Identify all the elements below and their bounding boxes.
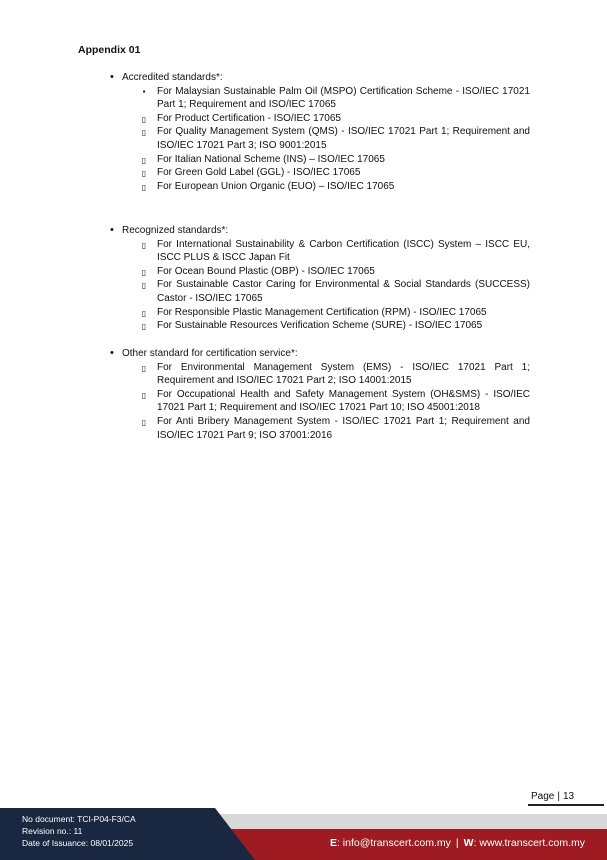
missing-glyph-icon: ▯: [141, 155, 147, 165]
footer-grey-band: [212, 814, 607, 829]
section-recognized: [110, 224, 530, 333]
email-label: E: [329, 837, 337, 849]
missing-glyph-icon: ▯: [141, 114, 147, 124]
page-separator: |: [557, 791, 560, 802]
section-title: • Accredited standards*:: [110, 71, 530, 85]
document-number: No document: TCI-P04-F3/CA: [22, 814, 136, 824]
contact-separator: |: [455, 837, 459, 849]
list-item: [110, 166, 530, 180]
list-item: [110, 180, 530, 194]
list-item: [110, 306, 530, 320]
list-item-text: For Malaysian Sustainable Palm Oil (MSPO) Certification Scheme - ISO/IEC 17021 Part 1; Requirement and ISO/IEC 17065: [157, 85, 530, 111]
web-link[interactable]: : www.transcert.com.my: [473, 837, 585, 849]
page-number-value: 13: [562, 791, 575, 802]
list-item-text: For Quality Management System (QMS) - ISO/IEC 17021 Part 1; Requirement and ISO/IEC 17021 Part 3; ISO 9001:2015: [157, 126, 530, 151]
list-item-text: For Ocean Bound Plastic (OBP) - ISO/IEC 17065: [157, 265, 375, 277]
email-link[interactable]: : info@transcert.com.my: [336, 837, 451, 849]
list-item: [110, 265, 530, 279]
list-item: [110, 85, 530, 112]
missing-glyph-icon: ▯: [141, 240, 147, 250]
list-item: [110, 238, 530, 265]
list-item: [110, 278, 530, 305]
footer-contact: [330, 837, 585, 849]
list-item: [110, 415, 530, 442]
issuance-date: Date of Issuance: 08/01/2025: [22, 838, 134, 848]
missing-glyph-icon: ▯: [141, 308, 147, 318]
missing-glyph-icon: ▯: [141, 182, 147, 192]
missing-glyph-icon: ▯: [141, 267, 147, 277]
list-item-text: For International Sustainability & Carbon Certification (ISCC) System – ISCC EU, ISCC PLUS & ISCC Japan Fit: [157, 238, 530, 264]
section-title: • Recognized standards*:: [110, 224, 530, 238]
standards-list: [110, 238, 530, 333]
list-item: [110, 361, 530, 388]
revision-number: Revision no.: 11: [22, 826, 83, 836]
section-other: [110, 347, 530, 442]
missing-glyph-icon: ▯: [141, 417, 147, 427]
list-item-text: For Italian National Scheme (INS) – ISO/IEC 17065: [157, 153, 385, 165]
standards-list: [110, 361, 530, 443]
square-bullet-icon: ▪: [142, 86, 146, 96]
list-item: [110, 112, 530, 126]
list-item-text: For Sustainable Resources Verification Scheme (SURE) - ISO/IEC 17065: [157, 320, 483, 332]
missing-glyph-icon: ▯: [141, 363, 147, 373]
list-item: [110, 388, 530, 415]
list-item: [110, 153, 530, 167]
list-item-text: For Product Certification - ISO/IEC 17065: [157, 112, 341, 124]
page-rule: [528, 804, 604, 806]
list-item-text: For Responsible Plastic Management Certification (RPM) - ISO/IEC 17065: [157, 306, 487, 318]
footer-document-info: [22, 813, 136, 849]
list-item-text: For Occupational Health and Safety Management System (OH&SMS) - ISO/IEC 17021 Part 1; Requirement and ISO/IEC 17021 Part 10; ISO 45001:2018: [157, 388, 530, 414]
page-label: Page: [531, 791, 555, 802]
missing-glyph-icon: ▯: [141, 390, 147, 400]
missing-glyph-icon: ▯: [141, 281, 147, 291]
missing-glyph-icon: ▯: [141, 169, 147, 179]
standards-list: [110, 85, 530, 194]
section-title: • Other standard for certification service*:: [110, 347, 530, 361]
missing-glyph-icon: ▯: [141, 322, 147, 332]
list-item: [110, 125, 530, 152]
list-item: [110, 319, 530, 333]
list-item-text: For Green Gold Label (GGL) - ISO/IEC 17065: [157, 167, 361, 179]
list-item-text: For Environmental Management System (EMS) - ISO/IEC 17021 Part 1; Requirement and ISO/IEC 17021 Part 2; ISO 14001:2015: [157, 361, 530, 387]
web-label: W: [463, 837, 474, 849]
list-item-text: For Anti Bribery Management System - ISO/IEC 17021 Part 1; Requirement and ISO/IEC 17021 Part 9; ISO 37001:2016: [157, 415, 530, 441]
appendix-heading: Appendix 01: [78, 44, 141, 56]
list-item-text: For Sustainable Castor Caring for Environmental & Social Standards (SUCCESS) Castor - ISO/IEC 17065: [157, 279, 530, 304]
section-accredited: [110, 71, 530, 193]
page-number: [531, 791, 574, 802]
missing-glyph-icon: ▯: [141, 128, 147, 138]
list-item-text: For European Union Organic (EUO) – ISO/IEC 17065: [157, 180, 395, 192]
